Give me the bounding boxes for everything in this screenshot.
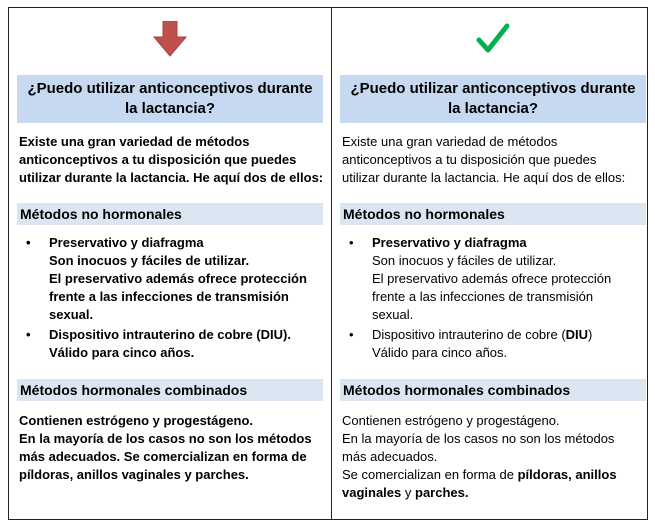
outro-text: Contienen estrógeno y progestágeno. En la mayoría de los casos no son los métodos más adecuados. Se comercializan en forma de píldoras, anillos vaginales y parches.	[19, 413, 312, 482]
method-list	[19, 234, 329, 362]
question-title: ¿Puedo utilizar anticonceptivos durante la lactancia?	[17, 75, 323, 123]
intro-text: Existe una gran variedad de métodos anticonceptivos a tu disposición que puedes utilizar durante la lactancia. He aquí dos de ellos:	[342, 134, 626, 185]
intro-text: Existe una gran variedad de métodos anticonceptivos a tu disposición que puedes utilizar durante la lactancia. He aquí dos de ellos:	[19, 134, 324, 185]
green-check-icon	[332, 21, 654, 61]
list-item: • Dispositivo intrauterino de cobre (DIU) Válido para cinco años.	[349, 327, 593, 360]
outro-text: Contienen estrógeno y progestágeno. En la mayoría de los casos no son los métodos más adecuados. Se comercializan en forma de píldoras, anillos vaginales y parches.	[342, 413, 617, 500]
left-column	[9, 7, 331, 520]
list-item: • Preservativo y diafragma Son inocuos y fáciles de utilizar. El preservativo además ofrece protección frente a las infecciones de transmisión sexual.	[26, 235, 307, 322]
question-title: ¿Puedo utilizar anticonceptivos durante la lactancia?	[340, 75, 646, 123]
section-non-hormonal: Métodos no hormonales	[17, 203, 323, 225]
section-non-hormonal: Métodos no hormonales	[340, 203, 646, 225]
section-hormonal-combined: Métodos hormonales combinados	[17, 379, 323, 401]
red-down-arrow-icon	[9, 21, 331, 61]
right-column	[332, 7, 654, 520]
method-list	[342, 234, 652, 362]
list-item: • Dispositivo intrauterino de cobre (DIU). Válido para cinco años.	[26, 327, 291, 360]
list-item: • Preservativo y diafragma Son inocuos y fáciles de utilizar. El preservativo además ofrece protección frente a las infecciones de transmisión sexual.	[349, 235, 612, 322]
section-hormonal-combined: Métodos hormonales combinados	[340, 379, 646, 401]
